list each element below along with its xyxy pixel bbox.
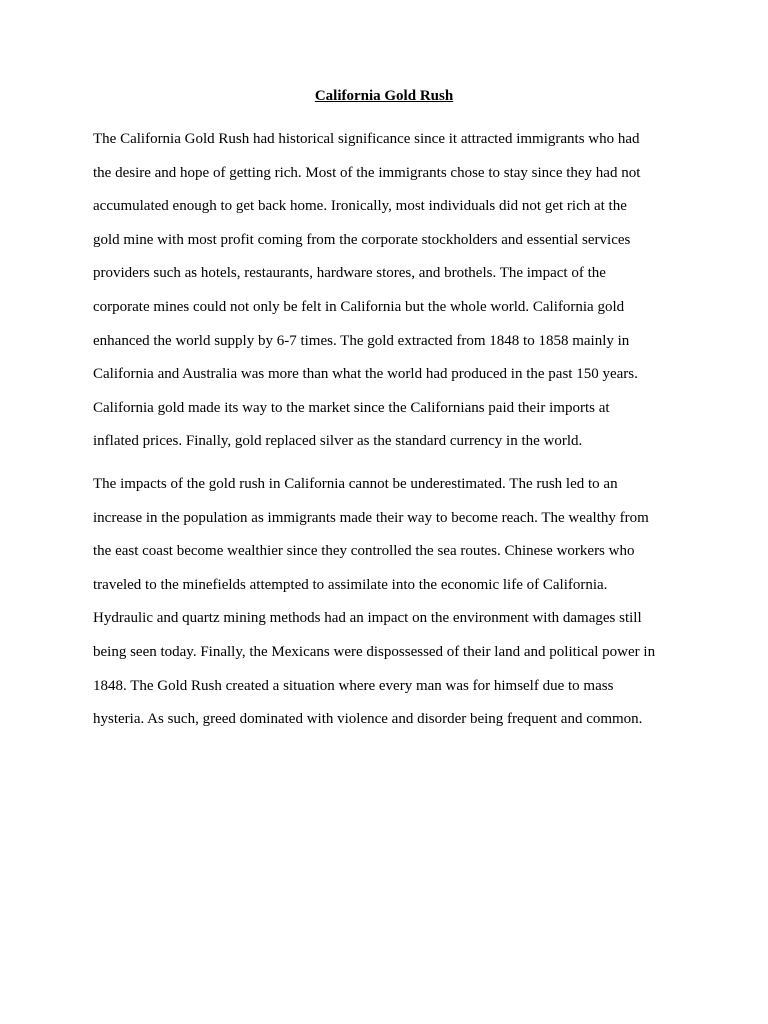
paragraph-line: traveled to the minefields attempted to assimilate into the economic life of California. <box>93 576 608 593</box>
paragraph-line: inflated prices. Finally, gold replaced silver as the standard currency in the world. <box>93 433 583 450</box>
paragraph-line: providers such as hotels, restaurants, hardware stores, and brothels. The impact of the <box>93 265 606 282</box>
paragraph-line: corporate mines could not only be felt in California but the whole world. California gold <box>93 298 625 315</box>
document-title: California Gold Rush <box>314 88 454 104</box>
paragraph-line: 1848. The Gold Rush created a situation where every man was for himself due to mass <box>93 677 614 694</box>
paragraph-line: being seen today. Finally, the Mexicans were dispossessed of their land and political power in <box>93 643 656 660</box>
paragraph-line: Hydraulic and quartz mining methods had an impact on the environment with damages still <box>93 610 642 627</box>
paragraph-line: California and Australia was more than what the world had produced in the past 150 years. <box>93 366 638 383</box>
paragraph-2 <box>93 474 693 743</box>
paragraph-line: The impacts of the gold rush in California cannot be underestimated. The rush led to an <box>93 476 618 492</box>
paragraph-line: the desire and hope of getting rich. Most of the immigrants chose to stay since they had not <box>93 164 641 181</box>
paragraph-line: California gold made its way to the market since the Californians paid their imports at <box>93 399 610 416</box>
paragraph-line: gold mine with most profit coming from the corporate stockholders and essential services <box>93 231 631 248</box>
paragraph-line: accumulated enough to get back home. Ironically, most individuals did not get rich at the <box>93 198 627 215</box>
paragraph-line: enhanced the world supply by 6-7 times. The gold extracted from 1848 to 1858 mainly in <box>93 332 630 349</box>
paragraph-line: hysteria. As such, greed dominated with violence and disorder being frequent and common. <box>93 711 643 728</box>
paragraph-line: increase in the population as immigrants made their way to become reach. The wealthy from <box>93 509 649 526</box>
paragraph-1 <box>93 129 693 465</box>
paragraph-line: the east coast become wealthier since they controlled the sea routes. Chinese workers who <box>93 543 635 560</box>
paragraph-line: The California Gold Rush had historical significance since it attracted immigrants who had <box>93 131 640 147</box>
